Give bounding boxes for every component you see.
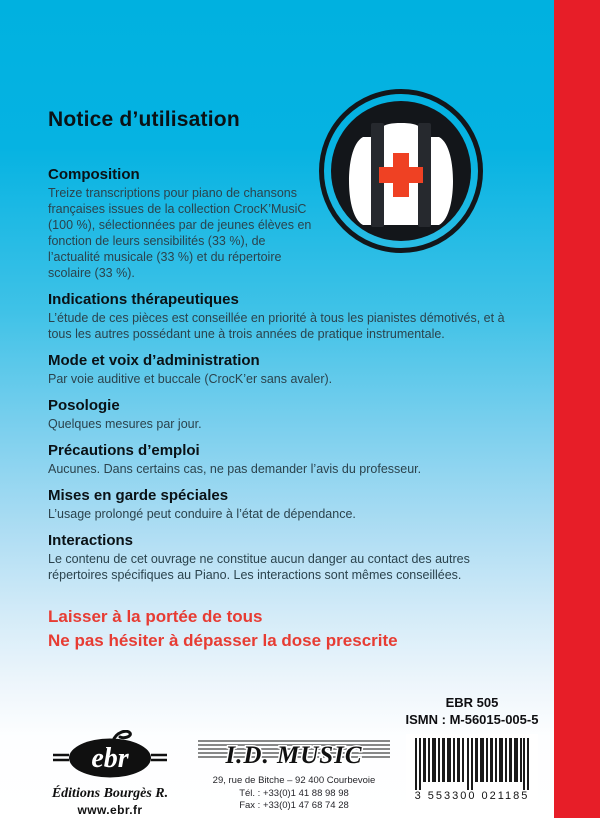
section-heading: Précautions d’emploi (48, 442, 200, 459)
barcode-number: 3 553300 021185 (414, 790, 530, 802)
publisher-block (28, 730, 192, 817)
distributor-block (196, 738, 392, 813)
section-precautions (48, 442, 524, 477)
ebr-logo (49, 730, 171, 780)
section-posologie (48, 397, 524, 432)
section-body: Aucunes. Dans certains cas, ne pas demander l’avis du professeur. (48, 462, 422, 476)
section-interactions (48, 532, 524, 583)
section-body: Par voie auditive et buccale (CrocK’er sans avaler). (48, 372, 333, 386)
codes-block (396, 694, 548, 808)
section-body: Le contenu de cet ouvrage ne constitue aucun danger au contact des autres répertoires spécifiques au Piano. Les interactions sont mêmes conseillées. (48, 552, 470, 582)
publisher-name: Éditions Bourgès R. (51, 786, 169, 801)
warning-line-1: Laisser à la portée de tous (48, 607, 263, 626)
warning-line-2: Ne pas hésiter à dépasser la dose prescrite (48, 630, 398, 650)
catalog-number: EBR 505 (445, 695, 499, 710)
section-heading: Interactions (48, 532, 134, 549)
section-heading: Posologie (48, 397, 120, 414)
section-mises-en-garde (48, 487, 524, 522)
publisher-footer (0, 688, 554, 818)
idmusic-logo (196, 738, 392, 768)
barcode (406, 734, 538, 808)
section-indications (48, 291, 524, 342)
section-mode-administration (48, 352, 524, 387)
section-body: L’étude de ces pièces est conseillée en priorité à tous les pianistes démotivés, et à tous les autres possédant une à trois années de pratique instrumentale. (48, 311, 505, 341)
distributor-phone: Tél. : +33(0)1 41 88 98 98 (239, 787, 349, 799)
section-heading: Indications thérapeutiques (48, 291, 239, 308)
distributor-address: 29, rue de Bitche – 92 400 Courbevoie (212, 775, 376, 786)
section-body: L’usage prolongé peut conduire à l’état de dépendance. (48, 507, 356, 521)
publisher-website: www.ebr.fr (77, 803, 143, 817)
warning-statement (48, 605, 524, 652)
section-composition (48, 166, 524, 281)
section-heading: Mode et voix d’administration (48, 352, 260, 369)
distributor-fax: Fax : +33(0)1 47 68 74 28 (239, 800, 349, 811)
notice-content (48, 108, 524, 652)
ebr-logo-text: ebr (91, 743, 129, 774)
page-title: Notice d’utilisation (48, 108, 240, 131)
section-heading: Mises en garde spéciales (48, 487, 229, 504)
section-body: Treize transcriptions pour piano de chansons françaises issues de la collection CrocK’MusiC (100 %), sélectionnées par de jeunes élèves en fonction de leurs sensibilités (33 %), de l’actualité musicale (33 %) et du répertoire scolaire (33 %). (48, 186, 312, 280)
red-spine-stripe (554, 0, 600, 818)
section-heading: Composition (48, 166, 140, 183)
idmusic-logo-text: I.D. MUSIC (225, 742, 363, 768)
section-body: Quelques mesures par jour. (48, 417, 202, 431)
ismn-number: ISMN : M-56015-005-5 (405, 712, 539, 727)
